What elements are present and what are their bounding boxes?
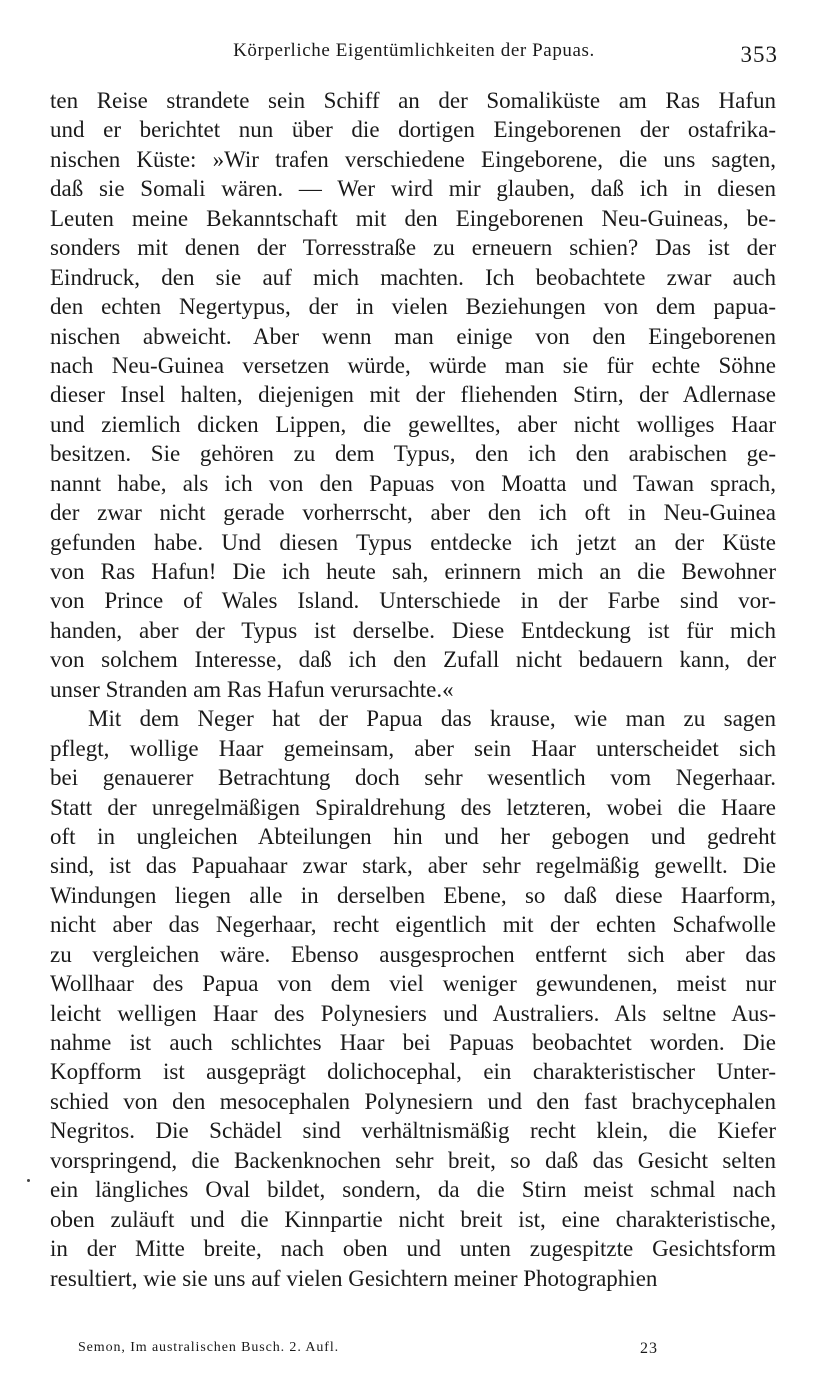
text-line: nischen abweicht. Aber wenn man einige von den Eingeborenen xyxy=(50,323,776,349)
text-line: Kopfform ist ausgeprägt dolichocephal, ein charakteristischer Unter- xyxy=(50,1059,776,1085)
text-line: nannt habe, als ich von den Papuas von Moatta und Tawan sprach, xyxy=(50,470,776,496)
text-line: Statt der unregelmäßigen Spiraldrehung des letzteren, wobei die Haare xyxy=(50,794,776,820)
text-line: Wollhaar des Papua von dem viel weniger gewundenen, meist nur xyxy=(50,971,776,997)
text-line: ten Reise strandete sein Schiff an der Somaliküste am Ras Hafun xyxy=(50,88,776,113)
text-line: unser Stranden am Ras Hafun verursachte.« xyxy=(50,676,454,702)
margin-mark xyxy=(27,1179,30,1182)
text-line: schied von den mesocephalen Polynesiern und den fast brachycephalen xyxy=(50,1088,776,1114)
printer-signature: Semon, Im australischen Busch. 2. Aufl. xyxy=(78,1340,340,1355)
text-line: Eindruck, den sie auf mich machten. Ich beobachtete zwar auch xyxy=(50,264,776,290)
text-line: handen, aber der Typus ist derselbe. Diese Entdeckung ist für mich xyxy=(50,617,776,643)
text-line: oben zuläuft und die Kinnpartie nicht breit ist, eine charakteristische, xyxy=(50,1206,776,1232)
text-line: nach Neu-Guinea versetzen würde, würde man sie für echte Söhne xyxy=(50,352,776,378)
text-line: besitzen. Sie gehören zu dem Typus, den ich den arabischen ge- xyxy=(50,441,776,467)
text-line: Windungen liegen alle in derselben Ebene, so daß diese Haarform, xyxy=(50,882,776,908)
text-line: den echten Negertypus, der in vielen Beziehungen von dem papua- xyxy=(50,294,776,320)
text-line: bei genauerer Betrachtung doch sehr wesentlich vom Negerhaar. xyxy=(50,765,776,791)
text-line: resultiert, wie sie uns auf vielen Gesichtern meiner Photographien xyxy=(50,1265,658,1291)
page-number: 353 xyxy=(740,42,778,67)
running-title: Körperliche Eigentümlichkeiten der Papuas. xyxy=(233,40,595,61)
text-line: sind, ist das Papuahaar zwar stark, aber sehr regelmäßig gewellt. Die xyxy=(50,853,776,879)
text-line: von Prince of Wales Island. Unterschiede in der Farbe sind vor- xyxy=(50,588,776,614)
page-footer xyxy=(78,1340,658,1368)
running-head xyxy=(50,38,778,68)
text-line: sonders mit denen der Torresstraße zu erneuern schien? Das ist der xyxy=(50,235,776,261)
text-line: in der Mitte breite, nach oben und unten zugespitzte Gesichtsform xyxy=(50,1236,776,1262)
text-line: ein längliches Oval bildet, sondern, da die Stirn meist schmal nach xyxy=(50,1177,776,1203)
text-line: nahme ist auch schlichtes Haar bei Papuas beobachtet worden. Die xyxy=(50,1030,776,1055)
text-line: Negritos. Die Schädel sind verhältnismäßig recht klein, die Kiefer xyxy=(50,1118,776,1144)
text-line: Leuten meine Bekanntschaft mit den Eingeborenen Neu-Guineas, be- xyxy=(50,205,776,231)
paragraph xyxy=(50,86,776,704)
text-line: nicht aber das Negerhaar, recht eigentlich mit der echten Schafwolle xyxy=(50,912,776,938)
sheet-number: 23 xyxy=(640,1340,658,1357)
text-line: vorspringend, die Backenknochen sehr breit, so daß das Gesicht selten xyxy=(50,1147,776,1173)
body-text xyxy=(50,86,776,1293)
text-line: dieser Insel halten, diejenigen mit der fliehenden Stirn, der Adlernase xyxy=(50,382,776,408)
text-line: nischen Küste: »Wir trafen verschiedene Eingeborene, die uns sagten, xyxy=(50,146,776,172)
text-line: leicht welligen Haar des Polynesiers und Australiers. Als seltne Aus- xyxy=(50,1000,776,1026)
text-line: zu vergleichen wäre. Ebenso ausgesprochen entfernt sich aber das xyxy=(50,941,776,967)
text-line: oft in ungleichen Abteilungen hin und her gebogen und gedreht xyxy=(50,823,776,849)
text-line: und er berichtet nun über die dortigen Eingeborenen der ostafrika- xyxy=(50,117,776,143)
text-line: und ziemlich dicken Lippen, die gewelltes, aber nicht wolliges Haar xyxy=(50,411,776,437)
text-line: pflegt, wollige Haar gemeinsam, aber sein Haar unterscheidet sich xyxy=(50,735,776,761)
text-line: von solchem Interesse, daß ich den Zufall nicht bedauern kann, der xyxy=(50,647,776,673)
text-line: der zwar nicht gerade vorherrscht, aber den ich oft in Neu-Guinea xyxy=(50,500,776,526)
text-line: Mit dem Neger hat der Papua das krause, wie man zu sagen xyxy=(88,706,776,732)
text-line: gefunden habe. Und diesen Typus entdecke ich jetzt an der Küste xyxy=(50,529,776,555)
text-line: von Ras Hafun! Die ich heute sah, erinnern mich an die Bewohner xyxy=(50,559,776,584)
paragraph xyxy=(50,704,776,1293)
text-line: daß sie Somali wären. — Wer wird mir glauben, daß ich in diesen xyxy=(50,176,776,202)
